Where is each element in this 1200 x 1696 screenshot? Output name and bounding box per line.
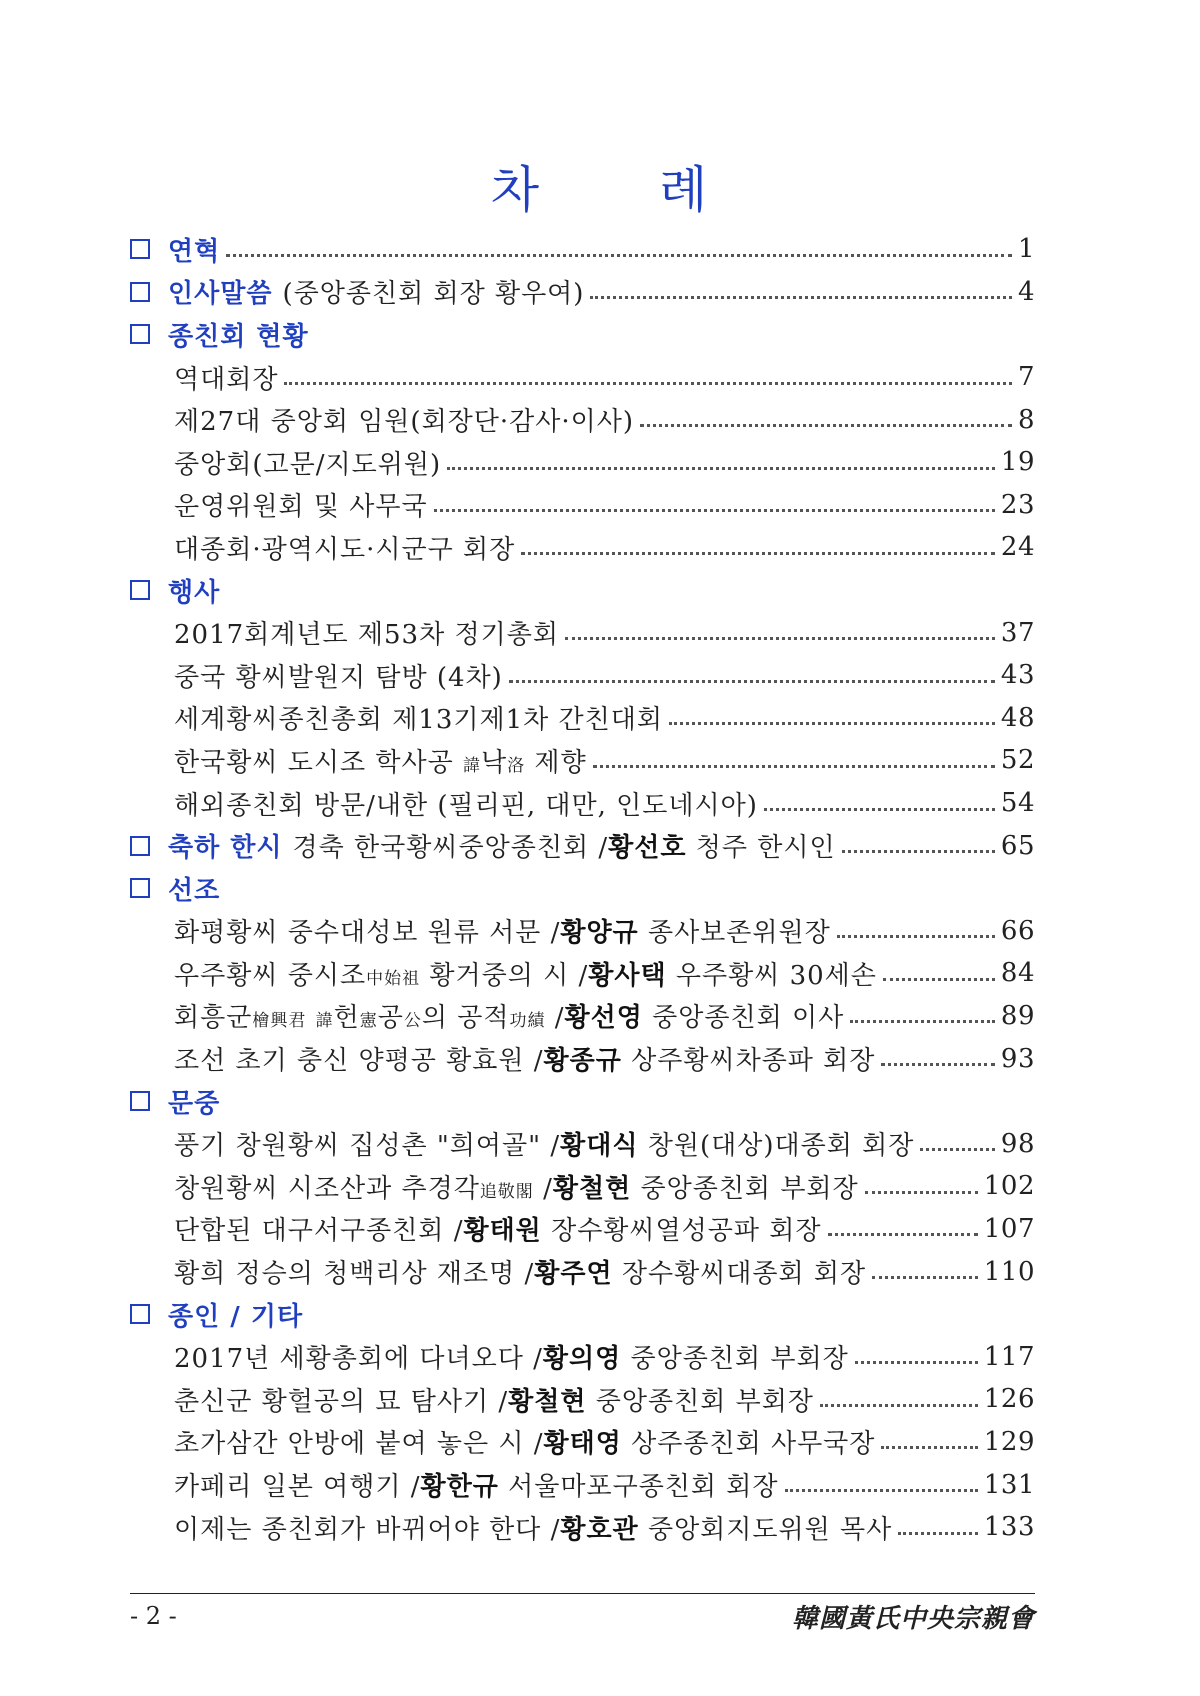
- dot-leader: [872, 1276, 978, 1279]
- toc-entry-row: [130, 1463, 1035, 1506]
- author-name: 황선영: [564, 1003, 643, 1034]
- toc-entry-row: [130, 1421, 1035, 1464]
- dot-leader: [855, 1361, 978, 1364]
- entry-title: 이제는 종친회가 바뀌어야 한다 /황호관 중앙회지도위원 목사: [174, 1514, 893, 1545]
- section-title: 연혁: [168, 236, 221, 267]
- toc-entry-row: [130, 1208, 1035, 1251]
- entry-title: 역대회장: [174, 364, 279, 395]
- page-number: 110: [983, 1256, 1035, 1287]
- checkbox-icon: [130, 1091, 150, 1111]
- dot-leader: [881, 1446, 977, 1449]
- page-number: 129: [983, 1426, 1035, 1457]
- entry-title: 2017년 세황총회에 다녀오다 /황의영 중앙종친회 부회장: [174, 1344, 849, 1375]
- checkbox-icon: [130, 878, 150, 898]
- toc-entry-row: [130, 1122, 1035, 1165]
- page-number: 7: [1017, 362, 1035, 393]
- checkbox-icon: [130, 282, 150, 302]
- dot-leader: [640, 424, 1012, 427]
- dot-leader: [590, 296, 1012, 299]
- dot-leader: [898, 1532, 978, 1535]
- checkbox-icon: [130, 1304, 150, 1324]
- toc-section-row: [130, 313, 1035, 356]
- footer-organization: 韓國黃氏中央宗親會: [791, 1604, 1035, 1634]
- toc-entry-row: [130, 526, 1035, 569]
- hanja-annotation: 公: [403, 1011, 422, 1032]
- toc-section-row: [130, 824, 1035, 867]
- author-name: 황선호: [608, 833, 687, 864]
- section-description: (중앙종친회 회장 황우여): [282, 279, 585, 310]
- section-title: 종인 / 기타: [168, 1301, 304, 1332]
- page-number: 23: [1000, 489, 1035, 520]
- author-name: 황철현: [508, 1386, 587, 1417]
- hanja-annotation: 諱: [315, 1011, 334, 1032]
- author-name: 황의영: [542, 1344, 622, 1375]
- toc-entry-row: [130, 1378, 1035, 1421]
- entry-title: 카페리 일본 여행기 /황한규 서울마포구종친회 회장: [174, 1472, 779, 1503]
- dot-leader: [565, 637, 995, 640]
- toc-entry-row: [130, 1037, 1035, 1080]
- entry-title: 해외종친회 방문/내한 (필리핀, 대만, 인도네시아): [174, 790, 758, 821]
- dot-leader: [920, 1148, 995, 1151]
- toc-entry-row: [130, 1506, 1035, 1549]
- entry-title: 화평황씨 중수대성보 원류 서문 /황양규 종사보존위원장: [174, 918, 831, 949]
- author-name: 황사택: [588, 960, 667, 991]
- toc-entry-row: [130, 739, 1035, 782]
- page-number: 66: [1000, 915, 1035, 946]
- entry-title: 중앙회(고문/지도위원): [174, 449, 442, 480]
- page-number: 52: [1000, 745, 1035, 776]
- entry-title: 우주황씨 중시조中始祖 황거중의 시 /황사택 우주황씨 30세손: [174, 960, 877, 991]
- dot-leader: [828, 1233, 978, 1236]
- dot-leader: [764, 808, 995, 811]
- dot-leader: [284, 382, 1011, 385]
- dot-leader: [669, 722, 995, 725]
- dot-leader: [837, 935, 995, 938]
- entry-title: 단합된 대구서구종친회 /황태원 장수황씨열성공파 회장: [174, 1216, 822, 1247]
- toc-entry-row: [130, 654, 1035, 697]
- toc-entry-row: [130, 611, 1035, 654]
- dot-leader: [865, 1191, 978, 1194]
- hanja-annotation: 憲: [359, 1011, 378, 1032]
- dot-leader: [447, 467, 995, 470]
- page-number: 48: [1000, 702, 1035, 733]
- page-number: 89: [1000, 1000, 1035, 1031]
- page-number: 102: [983, 1171, 1035, 1202]
- toc-entry-row: [130, 910, 1035, 953]
- toc-section-row: [130, 867, 1035, 910]
- author-name: 황대식: [560, 1131, 639, 1162]
- page-number: 98: [1000, 1128, 1035, 1159]
- page-number: 126: [983, 1384, 1035, 1415]
- toc-entry-row: [130, 1335, 1035, 1378]
- page-number: 19: [1000, 447, 1035, 478]
- hanja-annotation: 洛: [507, 755, 526, 776]
- entry-title: 춘신군 황헐공의 묘 탐사기 /황철현 중앙종친회 부회장: [174, 1386, 814, 1417]
- author-name: 황태영: [543, 1429, 622, 1460]
- checkbox-icon: [130, 580, 150, 600]
- toc-section-row: [130, 569, 1035, 612]
- author-name: 황철현: [552, 1173, 632, 1204]
- toc-section-row: [130, 271, 1035, 314]
- dot-leader: [226, 254, 1012, 257]
- author-name: 황태원: [463, 1216, 542, 1247]
- page-number: 4: [1017, 276, 1035, 307]
- section-title: 축하 한시: [168, 833, 283, 864]
- toc-section-row: [130, 228, 1035, 271]
- entry-title: 초가삼간 안방에 붙여 놓은 시 /황태영 상주종친회 사무국장: [174, 1429, 876, 1460]
- entry-title: 회흥군檜興君 諱헌憲공公의 공적功績 /황선영 중앙종친회 이사: [174, 1003, 845, 1034]
- page-number: 131: [983, 1469, 1035, 1500]
- checkbox-icon: [130, 239, 150, 259]
- page-number: 8: [1017, 404, 1035, 435]
- hanja-annotation: 中始祖: [366, 968, 421, 989]
- dot-leader: [521, 552, 995, 555]
- entry-title: 중국 황씨발원지 탐방 (4차): [174, 662, 503, 693]
- author-name: 황호관: [560, 1514, 639, 1545]
- dot-leader: [850, 1020, 995, 1023]
- toc-entry-row: [130, 441, 1035, 484]
- page-number: 43: [1000, 660, 1035, 691]
- entry-title: 창원황씨 시조산과 추경각追敬閣 /황철현 중앙종친회 부회장: [174, 1173, 859, 1204]
- author-name: 황한규: [420, 1472, 499, 1503]
- toc-entry-row: [130, 995, 1035, 1038]
- entry-title: 대종회·광역시도·시군구 회장: [174, 534, 516, 565]
- checkbox-icon: [130, 836, 150, 856]
- toc-entry-row: [130, 952, 1035, 995]
- entry-title: 2017회계년도 제53차 정기총회: [174, 620, 559, 651]
- page-number: 1: [1017, 234, 1035, 265]
- dot-leader: [593, 765, 995, 768]
- page-number: 133: [983, 1512, 1035, 1543]
- toc-entry-row: [130, 356, 1035, 399]
- entry-title: 제27대 중앙회 임원(회장단·감사·이사): [174, 407, 635, 438]
- toc-entry-row: [130, 398, 1035, 441]
- dot-leader: [881, 1063, 994, 1066]
- toc-entry-row: [130, 782, 1035, 825]
- table-of-contents: [130, 228, 1035, 1548]
- dot-leader: [883, 978, 995, 981]
- dot-leader: [820, 1404, 978, 1407]
- checkbox-icon: [130, 324, 150, 344]
- toc-entry-row: [130, 1165, 1035, 1208]
- toc-section-row: [130, 1293, 1035, 1336]
- hanja-annotation: 諱: [462, 755, 481, 776]
- toc-section-row: [130, 1080, 1035, 1123]
- section-title: 선조: [168, 875, 221, 906]
- page-title: 차 례: [490, 161, 710, 219]
- page-number: 107: [983, 1213, 1035, 1244]
- footer-divider: [130, 1593, 1035, 1594]
- page-number: 54: [1000, 788, 1035, 819]
- section-title: 인사말씀: [168, 279, 273, 310]
- toc-entry-row: [130, 484, 1035, 527]
- dot-leader: [842, 850, 995, 853]
- section-title: 행사: [168, 577, 221, 608]
- hanja-annotation: 功績: [509, 1011, 546, 1032]
- entry-title: 운영위원회 및 사무국: [174, 492, 428, 523]
- entry-title: 세계황씨종친총회 제13기제1차 간친대회: [174, 705, 664, 736]
- section-title: 문중: [168, 1088, 221, 1119]
- toc-entry-row: [130, 697, 1035, 740]
- author-name: 황종규: [543, 1046, 622, 1077]
- footer-page-number: - 2 -: [130, 1602, 177, 1630]
- entry-title: 조선 초기 충신 양평공 황효원 /황종규 상주황씨차종파 회장: [174, 1046, 876, 1077]
- hanja-annotation: 追敬閣: [479, 1181, 534, 1202]
- entry-title: 황희 정승의 청백리상 재조명 /황주연 장수황씨대종회 회장: [174, 1259, 867, 1290]
- dot-leader: [785, 1489, 978, 1492]
- section-description: 경축 한국황씨중앙종친회 /황선호 청주 한시인: [292, 833, 836, 864]
- entry-title: 풍기 창원황씨 집성촌 "희여골" /황대식 창원(대상)대종회 회장: [174, 1131, 915, 1162]
- author-name: 황양규: [560, 918, 639, 949]
- page-number: 65: [1000, 830, 1035, 861]
- page-number: 84: [1000, 958, 1035, 989]
- dot-leader: [509, 680, 995, 683]
- dot-leader: [434, 509, 995, 512]
- page-number: 117: [983, 1341, 1035, 1372]
- author-name: 황주연: [534, 1259, 613, 1290]
- hanja-annotation: 檜興君: [252, 1011, 307, 1032]
- section-title: 종친회 현황: [168, 321, 309, 352]
- page-number: 24: [1000, 532, 1035, 563]
- entry-title: 한국황씨 도시조 학사공 諱낙洛 제향: [174, 747, 587, 778]
- page-number: 37: [1000, 617, 1035, 648]
- page-number: 93: [1000, 1043, 1035, 1074]
- toc-entry-row: [130, 1250, 1035, 1293]
